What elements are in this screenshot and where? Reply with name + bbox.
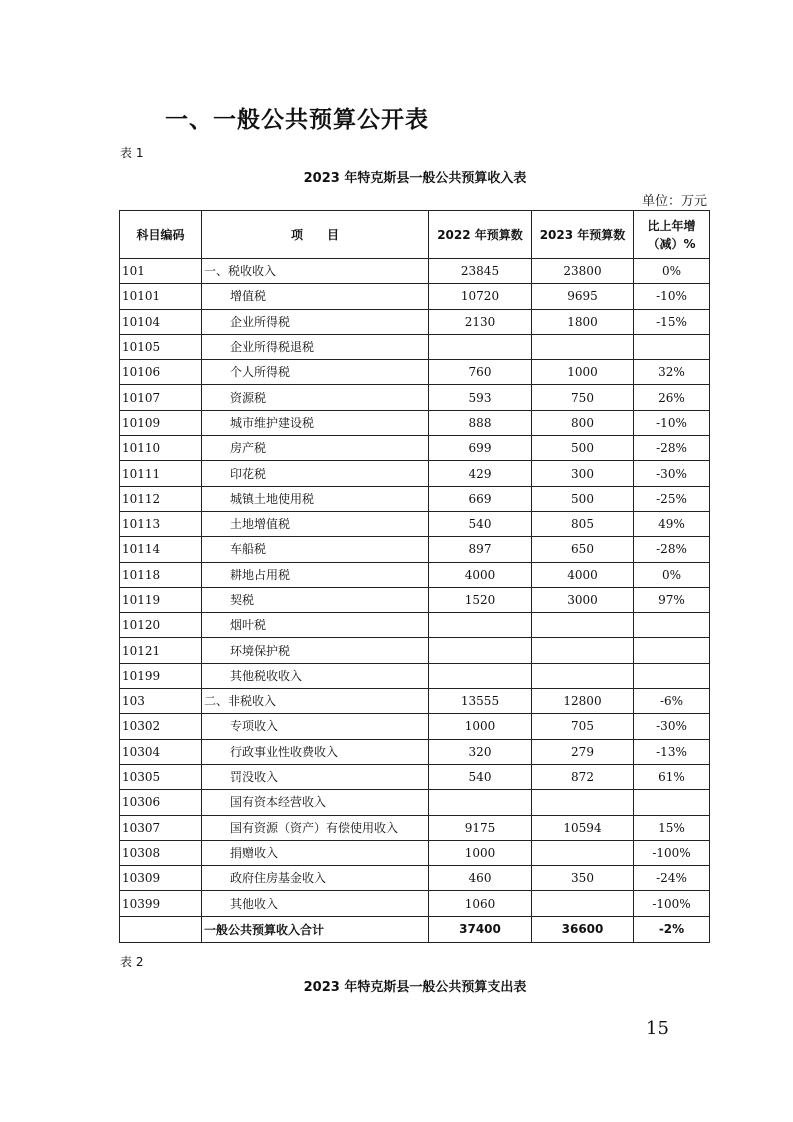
section-heading: 一、一般公共预算公开表 bbox=[165, 107, 429, 133]
table-row bbox=[120, 840, 710, 865]
row-code: 10305 bbox=[120, 764, 202, 789]
row-2023-value bbox=[532, 891, 634, 916]
table-row bbox=[120, 714, 710, 739]
row-change-pct: 49% bbox=[634, 511, 710, 536]
row-item-name: 烟叶税 bbox=[202, 613, 429, 638]
table-row bbox=[120, 360, 710, 385]
row-code: 10306 bbox=[120, 790, 202, 815]
row-code: 10114 bbox=[120, 537, 202, 562]
table1-title: 2023 年特克斯县一般公共预算收入表 bbox=[303, 171, 527, 186]
row-2022-value: 429 bbox=[429, 461, 532, 486]
row-change-pct: -100% bbox=[634, 891, 710, 916]
table-row bbox=[120, 891, 710, 916]
row-change-pct: -6% bbox=[634, 689, 710, 714]
table-row bbox=[120, 284, 710, 309]
row-change-pct: 97% bbox=[634, 587, 710, 612]
row-code: 10111 bbox=[120, 461, 202, 486]
header-2022: 2022 年预算数 bbox=[429, 211, 532, 259]
table-row bbox=[120, 866, 710, 891]
header-2023: 2023 年预算数 bbox=[532, 211, 634, 259]
row-item-name: 房产税 bbox=[202, 436, 429, 461]
table2-title: 2023 年特克斯县一般公共预算支出表 bbox=[303, 980, 527, 995]
row-2023-value bbox=[532, 334, 634, 359]
row-2023-value: 872 bbox=[532, 764, 634, 789]
row-2023-value bbox=[532, 613, 634, 638]
row-change-pct: -15% bbox=[634, 309, 710, 334]
row-change-pct: 32% bbox=[634, 360, 710, 385]
row-code: 10105 bbox=[120, 334, 202, 359]
revenue-table bbox=[119, 210, 710, 943]
table-row bbox=[120, 486, 710, 511]
row-item-name: 耕地占用税 bbox=[202, 562, 429, 587]
row-2022-value: 320 bbox=[429, 739, 532, 764]
row-2023-value: 650 bbox=[532, 537, 634, 562]
table-row bbox=[120, 436, 710, 461]
row-2022-value: 10720 bbox=[429, 284, 532, 309]
row-item-name: 二、非税收入 bbox=[202, 689, 429, 714]
row-2022-value: 540 bbox=[429, 764, 532, 789]
row-item-name: 专项收入 bbox=[202, 714, 429, 739]
row-code: 10119 bbox=[120, 587, 202, 612]
row-2022-value bbox=[429, 638, 532, 663]
row-item-name: 国有资源（资产）有偿使用收入 bbox=[202, 815, 429, 840]
row-2023-value: 805 bbox=[532, 511, 634, 536]
row-2023-value: 4000 bbox=[532, 562, 634, 587]
row-code: 10120 bbox=[120, 613, 202, 638]
table-row bbox=[120, 587, 710, 612]
row-2023-value: 750 bbox=[532, 385, 634, 410]
row-2023-value: 10594 bbox=[532, 815, 634, 840]
row-2023-value: 1800 bbox=[532, 309, 634, 334]
row-2022-value: 760 bbox=[429, 360, 532, 385]
row-item-name: 契税 bbox=[202, 587, 429, 612]
row-item-name: 其他收入 bbox=[202, 891, 429, 916]
total-2023: 36600 bbox=[532, 916, 634, 942]
row-change-pct: -10% bbox=[634, 410, 710, 435]
header-item: 项 目 bbox=[202, 211, 429, 259]
row-2023-value: 500 bbox=[532, 436, 634, 461]
row-item-name: 罚没收入 bbox=[202, 764, 429, 789]
row-2023-value bbox=[532, 638, 634, 663]
row-2023-value: 23800 bbox=[532, 259, 634, 284]
row-item-name: 土地增值税 bbox=[202, 511, 429, 536]
row-item-name: 企业所得税 bbox=[202, 309, 429, 334]
row-2022-value: 23845 bbox=[429, 259, 532, 284]
table-row bbox=[120, 638, 710, 663]
row-2023-value: 12800 bbox=[532, 689, 634, 714]
row-item-name: 个人所得税 bbox=[202, 360, 429, 385]
row-2022-value bbox=[429, 334, 532, 359]
row-item-name: 政府住房基金收入 bbox=[202, 866, 429, 891]
table-row bbox=[120, 689, 710, 714]
table2-label: 表 2 bbox=[120, 955, 144, 969]
row-change-pct bbox=[634, 334, 710, 359]
row-2022-value bbox=[429, 613, 532, 638]
row-item-name: 国有资本经营收入 bbox=[202, 790, 429, 815]
row-change-pct: 15% bbox=[634, 815, 710, 840]
row-code: 10106 bbox=[120, 360, 202, 385]
row-item-name: 印花税 bbox=[202, 461, 429, 486]
row-item-name: 城市维护建设税 bbox=[202, 410, 429, 435]
row-change-pct: 61% bbox=[634, 764, 710, 789]
row-change-pct: -24% bbox=[634, 866, 710, 891]
row-2022-value: 1520 bbox=[429, 587, 532, 612]
row-item-name: 车船税 bbox=[202, 537, 429, 562]
row-change-pct: -28% bbox=[634, 436, 710, 461]
row-change-pct bbox=[634, 663, 710, 688]
row-code: 10110 bbox=[120, 436, 202, 461]
total-label: 一般公共预算收入合计 bbox=[202, 916, 429, 942]
row-code: 10199 bbox=[120, 663, 202, 688]
row-code: 10302 bbox=[120, 714, 202, 739]
row-item-name: 环境保护税 bbox=[202, 638, 429, 663]
row-code: 101 bbox=[120, 259, 202, 284]
row-code: 10307 bbox=[120, 815, 202, 840]
row-item-name: 增值税 bbox=[202, 284, 429, 309]
table-row bbox=[120, 511, 710, 536]
table1-unit: 单位：万元 bbox=[641, 194, 707, 209]
row-item-name: 一、税收收入 bbox=[202, 259, 429, 284]
table-row bbox=[120, 790, 710, 815]
row-item-name: 行政事业性收费收入 bbox=[202, 739, 429, 764]
table-row bbox=[120, 334, 710, 359]
table-row bbox=[120, 613, 710, 638]
row-2023-value: 350 bbox=[532, 866, 634, 891]
row-2023-value bbox=[532, 790, 634, 815]
total-2022: 37400 bbox=[429, 916, 532, 942]
row-change-pct bbox=[634, 613, 710, 638]
row-2022-value: 669 bbox=[429, 486, 532, 511]
row-code: 10101 bbox=[120, 284, 202, 309]
table-row bbox=[120, 663, 710, 688]
row-code: 10309 bbox=[120, 866, 202, 891]
table-row bbox=[120, 764, 710, 789]
row-code: 10121 bbox=[120, 638, 202, 663]
row-2022-value: 4000 bbox=[429, 562, 532, 587]
total-change: -2% bbox=[634, 916, 710, 942]
row-change-pct: -30% bbox=[634, 461, 710, 486]
row-code: 10109 bbox=[120, 410, 202, 435]
row-code: 10118 bbox=[120, 562, 202, 587]
row-2022-value: 593 bbox=[429, 385, 532, 410]
table-header-row bbox=[120, 211, 710, 259]
row-change-pct: -10% bbox=[634, 284, 710, 309]
row-change-pct: -13% bbox=[634, 739, 710, 764]
header-change: 比上年增（减）% bbox=[634, 211, 710, 259]
row-2022-value: 2130 bbox=[429, 309, 532, 334]
row-2022-value: 460 bbox=[429, 866, 532, 891]
row-2023-value: 9695 bbox=[532, 284, 634, 309]
row-2023-value: 279 bbox=[532, 739, 634, 764]
table-row bbox=[120, 461, 710, 486]
row-change-pct bbox=[634, 790, 710, 815]
row-code: 10104 bbox=[120, 309, 202, 334]
row-change-pct: -25% bbox=[634, 486, 710, 511]
row-code: 10113 bbox=[120, 511, 202, 536]
total-code bbox=[120, 916, 202, 942]
row-2022-value: 897 bbox=[429, 537, 532, 562]
row-change-pct bbox=[634, 638, 710, 663]
row-2023-value: 300 bbox=[532, 461, 634, 486]
row-2023-value bbox=[532, 663, 634, 688]
row-code: 103 bbox=[120, 689, 202, 714]
row-2023-value bbox=[532, 840, 634, 865]
table-row bbox=[120, 309, 710, 334]
row-change-pct: -30% bbox=[634, 714, 710, 739]
header-code: 科目编码 bbox=[120, 211, 202, 259]
table-row bbox=[120, 410, 710, 435]
row-2022-value: 699 bbox=[429, 436, 532, 461]
row-item-name: 资源税 bbox=[202, 385, 429, 410]
row-2022-value: 1060 bbox=[429, 891, 532, 916]
table1-label: 表 1 bbox=[120, 146, 144, 160]
row-2022-value: 1000 bbox=[429, 840, 532, 865]
row-2022-value: 13555 bbox=[429, 689, 532, 714]
row-2023-value: 500 bbox=[532, 486, 634, 511]
total-row bbox=[120, 916, 710, 942]
row-2022-value: 9175 bbox=[429, 815, 532, 840]
row-change-pct: -28% bbox=[634, 537, 710, 562]
row-change-pct: 0% bbox=[634, 562, 710, 587]
table-row bbox=[120, 259, 710, 284]
row-2023-value: 1000 bbox=[532, 360, 634, 385]
row-code: 10304 bbox=[120, 739, 202, 764]
row-item-name: 捐赠收入 bbox=[202, 840, 429, 865]
row-2023-value: 705 bbox=[532, 714, 634, 739]
table-row bbox=[120, 385, 710, 410]
row-item-name: 其他税收收入 bbox=[202, 663, 429, 688]
row-2023-value: 800 bbox=[532, 410, 634, 435]
row-item-name: 城镇土地使用税 bbox=[202, 486, 429, 511]
row-code: 10112 bbox=[120, 486, 202, 511]
table-row bbox=[120, 739, 710, 764]
page-number: 15 bbox=[646, 1018, 669, 1039]
row-code: 10308 bbox=[120, 840, 202, 865]
row-code: 10399 bbox=[120, 891, 202, 916]
row-change-pct: -100% bbox=[634, 840, 710, 865]
row-2022-value: 1000 bbox=[429, 714, 532, 739]
row-change-pct: 26% bbox=[634, 385, 710, 410]
row-2022-value: 888 bbox=[429, 410, 532, 435]
row-item-name: 企业所得税退税 bbox=[202, 334, 429, 359]
row-2022-value bbox=[429, 790, 532, 815]
row-change-pct: 0% bbox=[634, 259, 710, 284]
table-row bbox=[120, 815, 710, 840]
row-code: 10107 bbox=[120, 385, 202, 410]
table-row bbox=[120, 562, 710, 587]
row-2022-value bbox=[429, 663, 532, 688]
table-row bbox=[120, 537, 710, 562]
row-2022-value: 540 bbox=[429, 511, 532, 536]
row-2023-value: 3000 bbox=[532, 587, 634, 612]
